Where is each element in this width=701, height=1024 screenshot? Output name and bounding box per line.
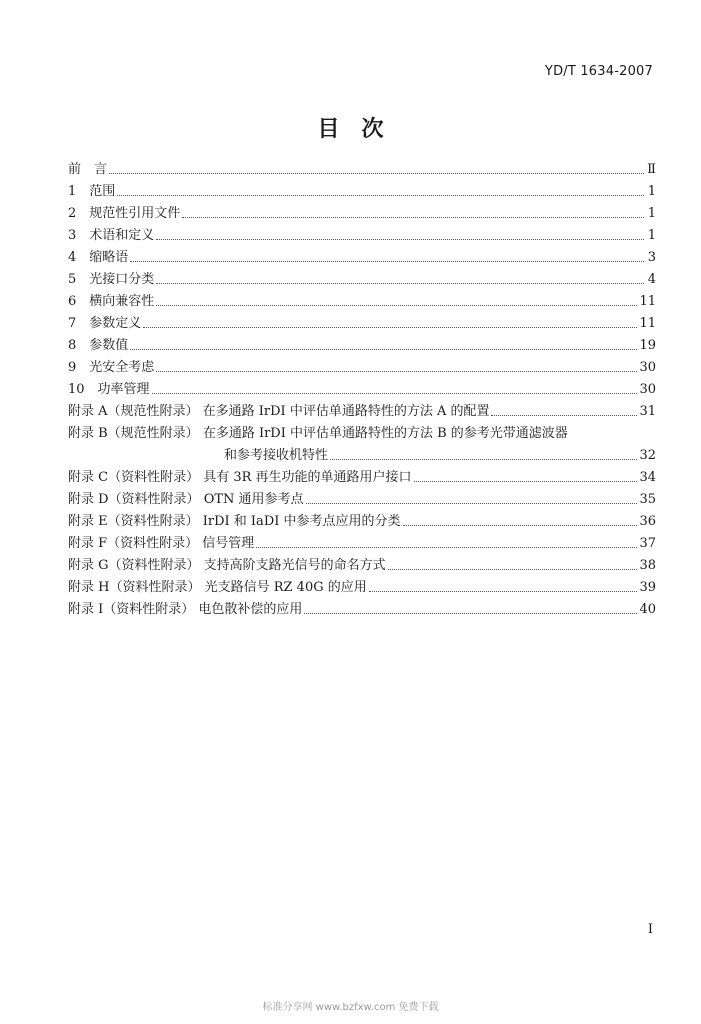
toc-entry-annex-h[interactable] <box>68 576 656 598</box>
toc-entry-page: 35 <box>639 492 656 507</box>
toc-entry-6[interactable] <box>68 290 656 312</box>
leader-dots <box>491 415 637 416</box>
toc-entry-label: 3 术语和定义 <box>68 228 155 243</box>
toc-entry-page: 11 <box>639 294 656 309</box>
toc-entry-label: 附录 A（规范性附录） 在多通路 IrDI 中评估单通路特性的方法 A 的配置 <box>68 404 490 419</box>
toc-entry-label: 6 横向兼容性 <box>68 294 155 309</box>
toc-entry-10[interactable] <box>68 378 656 400</box>
toc-entry-5[interactable] <box>68 268 656 290</box>
leader-dots <box>414 481 638 482</box>
toc-entry-annex-a[interactable] <box>68 400 656 422</box>
toc-entry-2[interactable] <box>68 202 656 224</box>
toc-entry-page: Ⅱ <box>647 162 656 177</box>
toc-entry-page: 4 <box>647 272 656 287</box>
toc-entry-page: 40 <box>639 602 656 617</box>
toc-entry-label: 10 功率管理 <box>68 382 150 397</box>
leader-dots <box>152 393 638 394</box>
toc-entry-page: 34 <box>639 470 656 485</box>
toc-entry-label: 附录 F（资料性附录） 信号管理 <box>68 536 255 551</box>
toc-entry-3[interactable] <box>68 224 656 246</box>
leader-dots <box>256 547 637 548</box>
toc-entry-annex-b-continued[interactable] <box>68 444 656 466</box>
leader-dots <box>156 371 637 372</box>
toc-entry-page: 36 <box>639 514 656 529</box>
toc-entry-page: 3 <box>647 250 656 265</box>
toc-entry-label: 附录 C（资料性附录） 具有 3R 再生功能的单通路用户接口 <box>68 470 412 485</box>
toc-entry-7[interactable] <box>68 312 656 334</box>
page-title: 目 次 <box>317 117 384 142</box>
leader-dots <box>156 239 644 240</box>
toc-entry-page: 30 <box>639 382 656 397</box>
toc-entry-label: 1 范围 <box>68 184 116 199</box>
page-number: I <box>647 922 653 937</box>
toc-entry-8[interactable] <box>68 334 656 356</box>
table-of-contents <box>68 158 656 620</box>
toc-entry-label: 7 参数定义 <box>68 316 142 331</box>
toc-entry-annex-e[interactable] <box>68 510 656 532</box>
toc-entry-4[interactable] <box>68 246 656 268</box>
toc-entry-page: 1 <box>647 228 656 243</box>
toc-entry-page: 31 <box>639 404 656 419</box>
toc-entry-label: 5 光接口分类 <box>68 272 155 287</box>
leader-dots <box>330 459 637 460</box>
leader-dots <box>156 283 644 284</box>
leader-dots <box>388 569 638 570</box>
leader-dots <box>109 173 644 174</box>
toc-entry-annex-f[interactable] <box>68 532 656 554</box>
toc-entry-page: 1 <box>647 184 656 199</box>
leader-dots <box>130 261 644 262</box>
toc-entry-page: 1 <box>647 206 656 221</box>
leader-dots <box>403 525 638 526</box>
toc-entry-annex-g[interactable] <box>68 554 656 576</box>
toc-entry-label: 附录 B（规范性附录） 在多通路 IrDI 中评估单通路特性的方法 B 的参考光带通滤波器 <box>68 426 568 441</box>
toc-entry-annex-d[interactable] <box>68 488 656 510</box>
toc-entry-page: 37 <box>639 536 656 551</box>
toc-entry-label: 附录 D（资料性附录） OTN 通用参考点 <box>68 492 304 507</box>
toc-entry-page: 19 <box>639 338 656 353</box>
toc-entry-label: 和参考接收机特性 <box>224 448 329 463</box>
leader-dots <box>304 613 637 614</box>
toc-entry-1[interactable] <box>68 180 656 202</box>
toc-entry-label: 8 参数值 <box>68 338 129 353</box>
leader-dots <box>369 591 638 592</box>
toc-entry-annex-c[interactable] <box>68 466 656 488</box>
toc-entry-page: 11 <box>639 316 656 331</box>
toc-entry-label: 附录 E（资料性附录） IrDI 和 IaDI 中参考点应用的分类 <box>68 514 401 529</box>
watermark: 标准分享网 www.bzfxw.com 免费下载 <box>262 1002 439 1013</box>
leader-dots <box>182 217 644 218</box>
toc-entry-annex-b[interactable] <box>68 422 656 444</box>
toc-entry-label: 前 言 <box>68 162 108 177</box>
toc-entry-page: 32 <box>639 448 656 463</box>
leader-dots <box>143 327 637 328</box>
standard-code: YD/T 1634-2007 <box>544 64 653 79</box>
toc-entry-label: 2 规范性引用文件 <box>68 206 181 221</box>
leader-dots <box>117 195 644 196</box>
toc-entry-annex-i[interactable] <box>68 598 656 620</box>
toc-entry-9[interactable] <box>68 356 656 378</box>
toc-entry-page: 39 <box>639 580 656 595</box>
toc-entry-label: 4 缩略语 <box>68 250 129 265</box>
toc-entry-label: 9 光安全考虑 <box>68 360 155 375</box>
toc-entry-page: 38 <box>639 558 656 573</box>
toc-entry-label: 附录 H（资料性附录） 光支路信号 RZ 40G 的应用 <box>68 580 367 595</box>
leader-dots <box>130 349 637 350</box>
toc-entry-foreword[interactable] <box>68 158 656 180</box>
toc-entry-page: 30 <box>639 360 656 375</box>
leader-dots <box>306 503 638 504</box>
leader-dots <box>156 305 637 306</box>
toc-entry-label: 附录 I（资料性附录） 电色散补偿的应用 <box>68 602 303 617</box>
toc-entry-label: 附录 G（资料性附录） 支持高阶支路光信号的命名方式 <box>68 558 386 573</box>
